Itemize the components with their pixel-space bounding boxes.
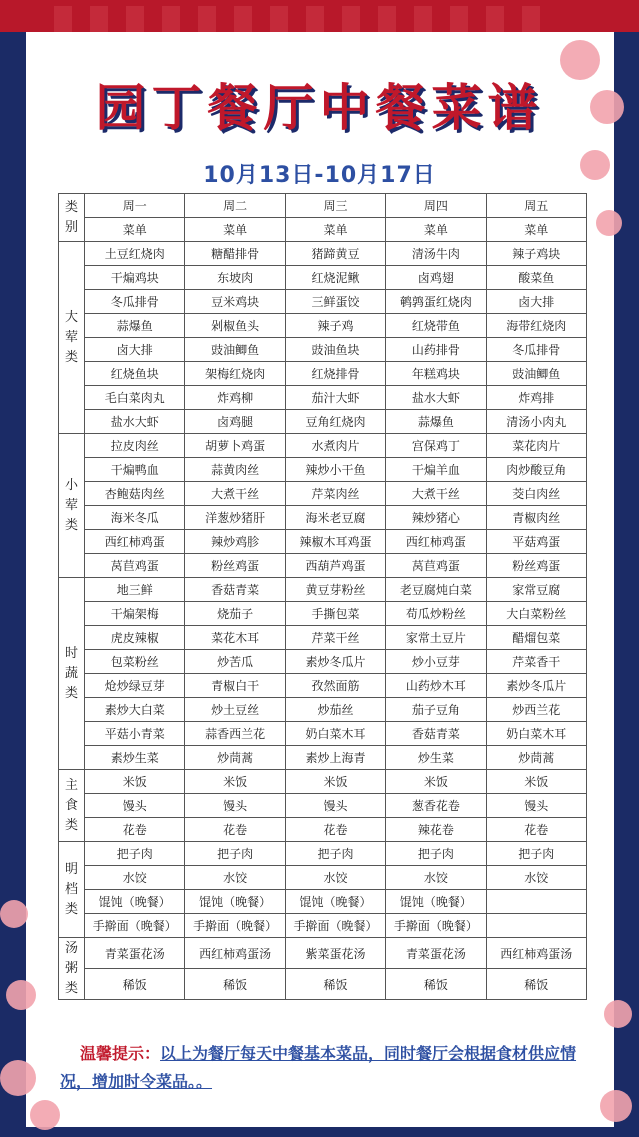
table-row: [59, 890, 587, 914]
dish-cell: 山药排骨: [386, 338, 486, 362]
dish-cell: 蒜爆鱼: [85, 314, 185, 338]
dish-cell: 大煮干丝: [185, 482, 285, 506]
table-row: [59, 410, 587, 434]
table-row: [59, 434, 587, 458]
dish-cell: 豆米鸡块: [185, 290, 285, 314]
dish-cell: 猪蹄黄豆: [285, 242, 385, 266]
dish-cell: 烧茄子: [185, 602, 285, 626]
blossom-icon: [600, 1090, 632, 1122]
dish-cell: 馄饨（晚餐）: [185, 890, 285, 914]
menu-header: 菜单: [285, 218, 385, 242]
dish-cell: 馒头: [185, 794, 285, 818]
table-row: [59, 338, 587, 362]
table-row: [59, 650, 587, 674]
table-row: [59, 266, 587, 290]
page-title: 园丁餐厅中餐菜谱: [95, 79, 544, 137]
dish-cell: 馒头: [486, 794, 586, 818]
dish-cell: 辣子鸡: [285, 314, 385, 338]
dish-cell: 干煸鸭血: [85, 458, 185, 482]
header-row-days: [59, 194, 587, 218]
dish-cell: 把子肉: [185, 842, 285, 866]
dish-cell: 宫保鸡丁: [386, 434, 486, 458]
dish-cell: 杏鲍菇肉丝: [85, 482, 185, 506]
dish-cell: 素炒冬瓜片: [285, 650, 385, 674]
blossom-icon: [6, 980, 36, 1010]
dish-cell: 蒜香西兰花: [185, 722, 285, 746]
table-row: [59, 938, 587, 969]
section-category: 大荤类: [59, 242, 85, 434]
dish-cell: 黄豆芽粉丝: [285, 578, 385, 602]
dish-cell: 苟瓜炒粉丝: [386, 602, 486, 626]
dish-cell: 豉油鱼块: [285, 338, 385, 362]
dish-cell: 卤鸡腿: [185, 410, 285, 434]
dish-cell: 蒜爆鱼: [386, 410, 486, 434]
table-row: [59, 290, 587, 314]
section-category: 汤粥类: [59, 938, 85, 1000]
section-category: 小荤类: [59, 434, 85, 578]
day-header: 周二: [185, 194, 285, 218]
dish-cell: 肉炒酸豆角: [486, 458, 586, 482]
blossom-icon: [30, 1100, 60, 1130]
dish-cell: 炒西兰花: [486, 698, 586, 722]
table-row: [59, 530, 587, 554]
dish-cell: 剁椒鱼头: [185, 314, 285, 338]
dish-cell: 冬瓜排骨: [486, 338, 586, 362]
table-row: [59, 770, 587, 794]
dish-cell: 东坡肉: [185, 266, 285, 290]
table-row: [59, 626, 587, 650]
table-row: [59, 794, 587, 818]
dish-cell: 清汤牛肉: [386, 242, 486, 266]
blossom-icon: [596, 210, 622, 236]
dish-cell: 花卷: [185, 818, 285, 842]
dish-cell: 稀饭: [386, 969, 486, 1000]
section-category: 时蔬类: [59, 578, 85, 770]
date-range: 10月13日-10月17日: [203, 163, 436, 188]
dish-cell: 粉丝鸡蛋: [185, 554, 285, 578]
notice-label: 温馨提示：: [80, 1044, 161, 1063]
table-row: [59, 458, 587, 482]
dish-cell: 菜花木耳: [185, 626, 285, 650]
dish-cell: 胡萝卜鸡蛋: [185, 434, 285, 458]
dish-cell: 包菜粉丝: [85, 650, 185, 674]
table-row: [59, 506, 587, 530]
table-row: [59, 578, 587, 602]
dish-cell: 豉油鲫鱼: [185, 338, 285, 362]
dish-cell: 手擀面（晚餐）: [185, 914, 285, 938]
dish-cell: 炸鸡柳: [185, 386, 285, 410]
dish-cell: 芹菜肉丝: [285, 482, 385, 506]
dish-cell: 老豆腐炖白菜: [386, 578, 486, 602]
notice-text: 以上为餐厅每天中餐基本菜品，同时餐厅会根据食材供应情况，增加时令菜品。。: [60, 1044, 577, 1091]
dish-cell: 素炒上海青: [285, 746, 385, 770]
dish-cell: 炒小豆芽: [386, 650, 486, 674]
dish-cell: 卤鸡翅: [386, 266, 486, 290]
dish-cell: 手擀面（晚餐）: [285, 914, 385, 938]
dish-cell: 花卷: [486, 818, 586, 842]
dish-cell: 把子肉: [486, 842, 586, 866]
dish-cell: 清汤小肉丸: [486, 410, 586, 434]
dish-cell: 香菇青菜: [185, 578, 285, 602]
dish-cell: 水饺: [285, 866, 385, 890]
table-row: [59, 362, 587, 386]
dish-cell: 米饭: [185, 770, 285, 794]
dish-cell: 莴苣鸡蛋: [386, 554, 486, 578]
dish-cell: 辣炒猪心: [386, 506, 486, 530]
menu-header: 菜单: [386, 218, 486, 242]
dish-cell: 辣子鸡块: [486, 242, 586, 266]
dish-cell: 馒头: [285, 794, 385, 818]
dish-cell: 干煸鸡块: [85, 266, 185, 290]
section-category: 主食类: [59, 770, 85, 842]
dish-cell: 稀饭: [85, 969, 185, 1000]
dish-cell: 手擀面（晚餐）: [85, 914, 185, 938]
dish-cell: 炒苦瓜: [185, 650, 285, 674]
section-category: 明档类: [59, 842, 85, 938]
day-header: 周五: [486, 194, 586, 218]
dish-cell: 盐水大虾: [386, 386, 486, 410]
dish-cell: 奶白菜木耳: [285, 722, 385, 746]
dish-cell: 大煮干丝: [386, 482, 486, 506]
top-decorative-stripe: [36, 6, 556, 32]
dish-cell: 豉油鲫鱼: [486, 362, 586, 386]
dish-cell: 家常土豆片: [386, 626, 486, 650]
dish-cell: 虎皮辣椒: [85, 626, 185, 650]
dish-cell: 干煸架梅: [85, 602, 185, 626]
table-row: [59, 746, 587, 770]
dish-cell: 水饺: [486, 866, 586, 890]
dish-cell: 稀饭: [486, 969, 586, 1000]
dish-cell: 素炒大白菜: [85, 698, 185, 722]
dish-cell: 水饺: [185, 866, 285, 890]
dish-cell: 炝炒绿豆芽: [85, 674, 185, 698]
category-header: 类别: [59, 194, 85, 242]
dish-cell: 年糕鸡块: [386, 362, 486, 386]
menu-header: 菜单: [185, 218, 285, 242]
dish-cell: 茄子豆角: [386, 698, 486, 722]
dish-cell: 炒茄丝: [285, 698, 385, 722]
dish-cell: 卤大排: [85, 338, 185, 362]
dish-cell: 西葫芦鸡蛋: [285, 554, 385, 578]
dish-cell: 稀饭: [285, 969, 385, 1000]
dish-cell: 三鲜蛋饺: [285, 290, 385, 314]
dish-cell: 辣炒小干鱼: [285, 458, 385, 482]
dish-cell: 红烧排骨: [285, 362, 385, 386]
dish-cell: 土豆红烧肉: [85, 242, 185, 266]
dish-cell: 馄饨（晚餐）: [386, 890, 486, 914]
dish-cell: 海米老豆腐: [285, 506, 385, 530]
day-header: 周三: [285, 194, 385, 218]
table-row: [59, 386, 587, 410]
menu-header: 菜单: [85, 218, 185, 242]
dish-cell: 平菇小青菜: [85, 722, 185, 746]
dish-cell: 炸鸡排: [486, 386, 586, 410]
dish-cell: 稀饭: [185, 969, 285, 1000]
dish-cell: 山药炒木耳: [386, 674, 486, 698]
dish-cell: 鹌鹑蛋红烧肉: [386, 290, 486, 314]
table-row: [59, 818, 587, 842]
dish-cell: 米饭: [85, 770, 185, 794]
dish-cell: 炒茼蒿: [486, 746, 586, 770]
dish-cell: 馄饨（晚餐）: [285, 890, 385, 914]
dish-cell: 西红柿鸡蛋汤: [486, 938, 586, 969]
dish-cell: 馄饨（晚餐）: [85, 890, 185, 914]
dish-cell: 干煸羊血: [386, 458, 486, 482]
dish-cell: [486, 890, 586, 914]
dish-cell: 糖醋排骨: [185, 242, 285, 266]
day-header: 周四: [386, 194, 486, 218]
dish-cell: 粉丝鸡蛋: [486, 554, 586, 578]
dish-cell: 冬瓜排骨: [85, 290, 185, 314]
dish-cell: 茭白肉丝: [486, 482, 586, 506]
dish-cell: 辣花卷: [386, 818, 486, 842]
dish-cell: 奶白菜木耳: [486, 722, 586, 746]
dish-cell: 水饺: [85, 866, 185, 890]
dish-cell: 花卷: [285, 818, 385, 842]
dish-cell: 炒土豆丝: [185, 698, 285, 722]
header-row-menu: [59, 218, 587, 242]
dish-cell: 素炒生菜: [85, 746, 185, 770]
dish-cell: 米饭: [486, 770, 586, 794]
dish-cell: 馒头: [85, 794, 185, 818]
dish-cell: 家常豆腐: [486, 578, 586, 602]
table-row: [59, 314, 587, 338]
notice: [60, 1040, 580, 1096]
dish-cell: 水饺: [386, 866, 486, 890]
dish-cell: 辣椒木耳鸡蛋: [285, 530, 385, 554]
dish-cell: 芹菜干丝: [285, 626, 385, 650]
dish-cell: 香菇青菜: [386, 722, 486, 746]
dish-cell: 拉皮肉丝: [85, 434, 185, 458]
dish-cell: 莴苣鸡蛋: [85, 554, 185, 578]
table-row: [59, 482, 587, 506]
dish-cell: 青椒白干: [185, 674, 285, 698]
dish-cell: 地三鲜: [85, 578, 185, 602]
dish-cell: 米饭: [285, 770, 385, 794]
dish-cell: 菜花肉片: [486, 434, 586, 458]
dish-cell: 紫菜蛋花汤: [285, 938, 385, 969]
dish-cell: 手撕包菜: [285, 602, 385, 626]
table-row: [59, 698, 587, 722]
dish-cell: 青菜蛋花汤: [85, 938, 185, 969]
menu-table: [58, 193, 587, 1000]
table-row: [59, 242, 587, 266]
dish-cell: 酸菜鱼: [486, 266, 586, 290]
menu-header: 菜单: [486, 218, 586, 242]
dish-cell: 蒜黄肉丝: [185, 458, 285, 482]
blossom-icon: [604, 1000, 632, 1028]
dish-cell: 花卷: [85, 818, 185, 842]
dish-cell: 葱香花卷: [386, 794, 486, 818]
dish-cell: 孜然面筋: [285, 674, 385, 698]
dish-cell: 架梅红烧肉: [185, 362, 285, 386]
dish-cell: 把子肉: [285, 842, 385, 866]
dish-cell: 海带红烧肉: [486, 314, 586, 338]
dish-cell: 西红柿鸡蛋: [386, 530, 486, 554]
table-row: [59, 554, 587, 578]
dish-cell: 西红柿鸡蛋汤: [185, 938, 285, 969]
dish-cell: 素炒冬瓜片: [486, 674, 586, 698]
dish-cell: 洋葱炒猪肝: [185, 506, 285, 530]
table-row: [59, 842, 587, 866]
dish-cell: 米饭: [386, 770, 486, 794]
dish-cell: 把子肉: [85, 842, 185, 866]
blossom-icon: [0, 1060, 36, 1096]
dish-cell: 水煮肉片: [285, 434, 385, 458]
table-row: [59, 969, 587, 1000]
dish-cell: 盐水大虾: [85, 410, 185, 434]
dish-cell: 毛白菜肉丸: [85, 386, 185, 410]
dish-cell: 茄汁大虾: [285, 386, 385, 410]
dish-cell: 芹菜香干: [486, 650, 586, 674]
dish-cell: 炒生菜: [386, 746, 486, 770]
table-row: [59, 674, 587, 698]
dish-cell: 把子肉: [386, 842, 486, 866]
dish-cell: 西红柿鸡蛋: [85, 530, 185, 554]
dish-cell: 海米冬瓜: [85, 506, 185, 530]
dish-cell: 卤大排: [486, 290, 586, 314]
dish-cell: 平菇鸡蛋: [486, 530, 586, 554]
dish-cell: 红烧泥鳅: [285, 266, 385, 290]
dish-cell: 青菜蛋花汤: [386, 938, 486, 969]
blossom-icon: [0, 900, 28, 928]
dish-cell: [486, 914, 586, 938]
table-row: [59, 722, 587, 746]
dish-cell: 红烧带鱼: [386, 314, 486, 338]
table-row: [59, 866, 587, 890]
table-row: [59, 602, 587, 626]
table-row: [59, 914, 587, 938]
dish-cell: 醋熘包菜: [486, 626, 586, 650]
dish-cell: 辣炒鸡胗: [185, 530, 285, 554]
dish-cell: 红烧鱼块: [85, 362, 185, 386]
dish-cell: 青椒肉丝: [486, 506, 586, 530]
dish-cell: 手擀面（晚餐）: [386, 914, 486, 938]
dish-cell: 大白菜粉丝: [486, 602, 586, 626]
day-header: 周一: [85, 194, 185, 218]
dish-cell: 豆角红烧肉: [285, 410, 385, 434]
dish-cell: 炒茼蒿: [185, 746, 285, 770]
